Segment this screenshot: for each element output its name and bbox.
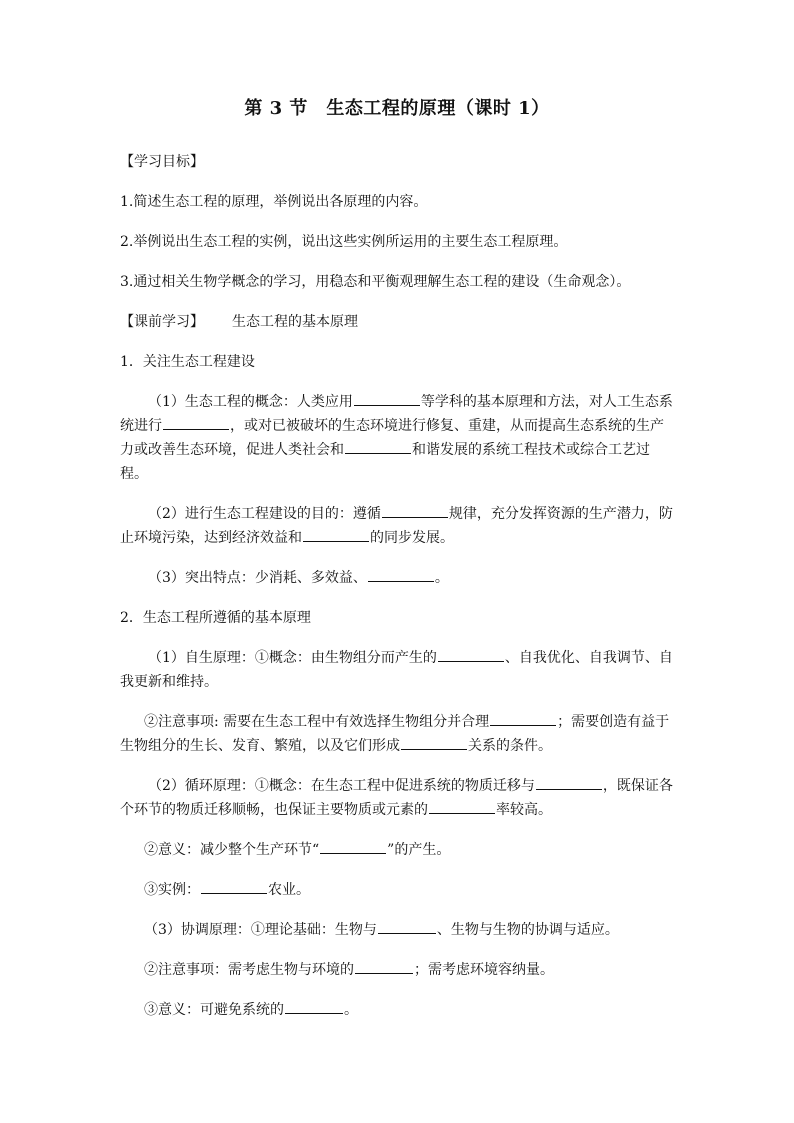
part2-p2-meaning	[120, 838, 674, 862]
fill-blank[interactable]	[536, 775, 602, 790]
part2-p3meaning-text-b: 。	[344, 1002, 358, 1018]
part1-heading: 1．关注生态工程建设	[120, 354, 255, 370]
part2-p3-text-b: 、生物与生物的协调与适应。	[436, 922, 619, 938]
fill-blank[interactable]	[490, 711, 556, 726]
part1-q1-text-a: （1）生态工程的概念：人类应用	[148, 394, 353, 410]
fill-blank[interactable]	[320, 839, 386, 854]
fill-blank[interactable]	[163, 415, 229, 430]
part2-p1-text-a: （1）自生原理：①概念：由生物组分而产生的	[148, 650, 437, 666]
part1-q2-text-c: 的同步发展。	[370, 530, 454, 546]
part2-p1note-text-c: 关系的条件。	[468, 738, 552, 754]
fill-blank[interactable]	[285, 999, 343, 1014]
part2-p1note-text-a: ②注意事项: 需要在生态工程中有效选择生物组分并合理	[144, 714, 490, 730]
part2-p3	[120, 918, 674, 942]
fill-blank[interactable]	[354, 391, 420, 406]
fill-blank[interactable]	[378, 919, 436, 934]
part2-p3-meaning	[120, 998, 674, 1022]
fill-blank[interactable]	[368, 567, 434, 582]
part2-p3note-text-b: ；需考虑环境容纳量。	[414, 962, 554, 978]
fill-blank[interactable]	[201, 879, 267, 894]
part2-p1	[120, 646, 674, 694]
part2-heading: 2．生态工程所遵循的基本原理	[120, 610, 311, 626]
part1-q2-text-b: 规律，充分发挥资源的生产潜力，防止环境污染，达到经济效益和	[120, 506, 673, 546]
fill-blank[interactable]	[382, 503, 448, 518]
part2-p1-text-b: 、自我优化、自我调节、自我更新和维持。	[120, 650, 673, 690]
part2-p2example-text-b: 农业。	[268, 882, 310, 898]
part1-q3-text-a: （3）突出特点：少消耗、多效益、	[148, 570, 367, 586]
part1-q2	[120, 502, 674, 550]
part1-q1-text-c: ，或对已被破坏的生态环境进行修复、重建，从而提高生态系统的生产力或改善生态环境，促进人类社会和	[120, 418, 664, 458]
prestudy-line	[120, 310, 674, 334]
part2-p1note-text-b: ；需要创造有益于生物组分的生长、发育、繁殖，以及它们形成	[120, 714, 670, 754]
part2-p2-text-c: 率较高。	[496, 802, 552, 818]
fill-blank[interactable]	[401, 735, 467, 750]
part2-p1-note	[120, 710, 674, 758]
fill-blank[interactable]	[438, 647, 504, 662]
fill-blank[interactable]	[355, 959, 413, 974]
part1-q3-text-b: 。	[434, 570, 449, 586]
prestudy-subtitle: 生态工程的基本原理	[232, 314, 358, 330]
fill-blank[interactable]	[429, 799, 495, 814]
objective-item-1: 1.简述生态工程的原理，举例说出各原理的内容。	[120, 194, 428, 210]
objectives-heading: 【学习目标】	[120, 154, 204, 170]
part2-p3-note	[120, 958, 674, 982]
part2-p2-text-a: （2）循环原理：①概念：在生态工程中促进系统的物质迁移与	[148, 778, 535, 794]
part2-p3meaning-text-a: ③意义：可避免系统的	[144, 1002, 284, 1018]
part2-p2example-text-a: ③实例：	[144, 882, 200, 898]
prestudy-heading: 【课前学习】	[120, 314, 204, 330]
page-title: 第 3 节 生态工程的原理（课时 1）	[244, 98, 550, 119]
part1-q1-text-b: 等学科的基本原理和方法，对人工生态系统进行	[120, 394, 673, 434]
fill-blank[interactable]	[303, 527, 369, 542]
fill-blank[interactable]	[345, 439, 411, 454]
part2-p3note-text-a: ②注意事项：需考虑生物与环境的	[144, 962, 354, 978]
part1-q2-text-a: （2）进行生态工程建设的目的：遵循	[148, 506, 381, 522]
part2-p2-text-b: ，既保证各个环节的物质迁移顺畅，也保证主要物质或元素的	[120, 778, 673, 818]
part1-q3	[120, 566, 674, 590]
part1-q1-text-d: 和谐发展的系统工程技术或综合工艺过程。	[120, 442, 650, 482]
part1-q1	[120, 390, 674, 486]
part2-p2-example	[120, 878, 674, 902]
objective-item-2: 2.举例说出生态工程的实例，说出这些实例所运用的主要生态工程原理。	[120, 234, 568, 250]
objective-item-3: 3.通过相关生物学概念的学习，用稳态和平衡观理解生态工程的建设（生命观念）。	[120, 274, 631, 290]
part2-p3-text-a: （3）协调原理：①理论基础：生物与	[144, 922, 377, 938]
part2-p2meaning-text-b: ”的产生。	[387, 842, 451, 858]
part2-p2meaning-text-a: ②意义：减少整个生产环节“	[144, 842, 320, 858]
part2-p2	[120, 774, 674, 822]
